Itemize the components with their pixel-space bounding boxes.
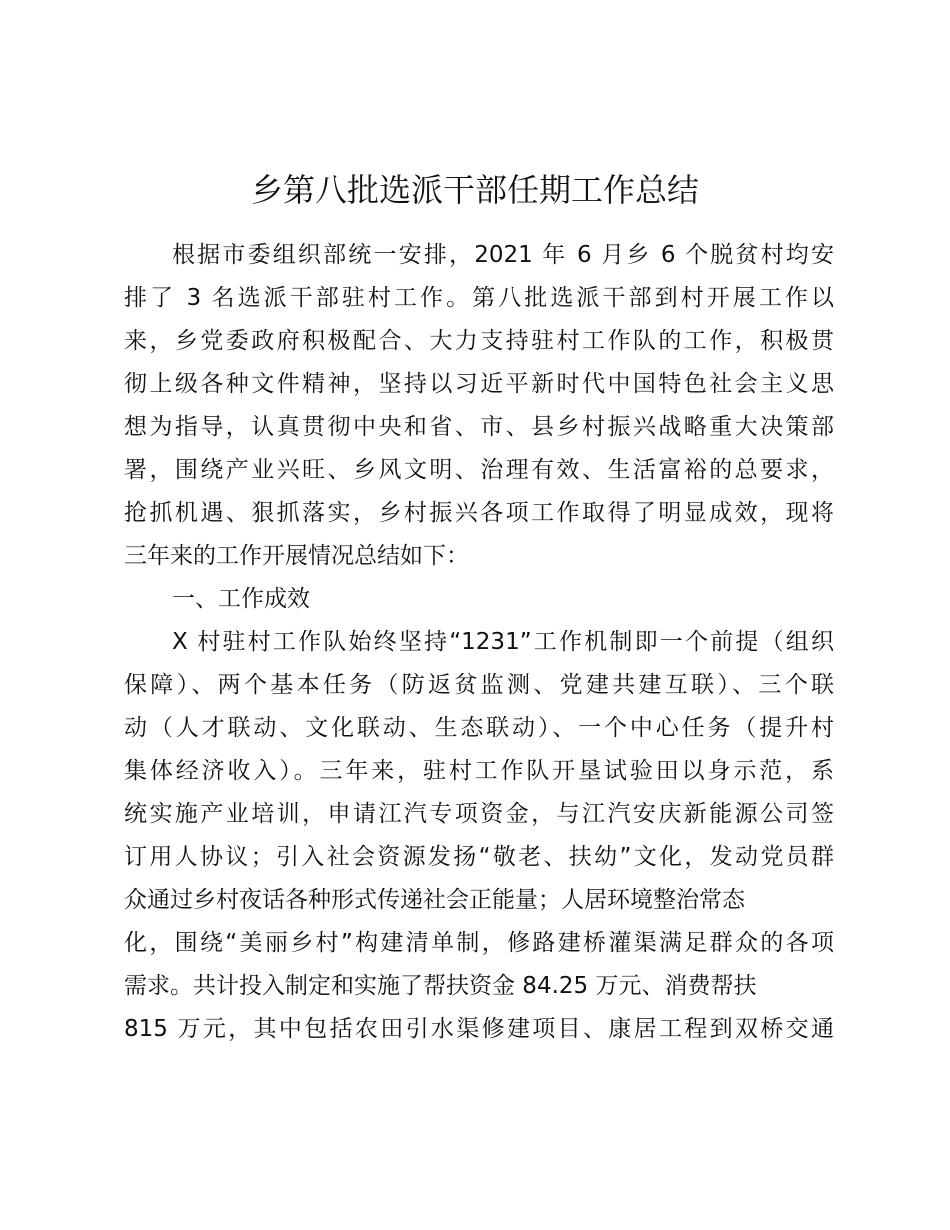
paragraph-line: 彻上级各种文件精神，坚持以习近平新时代中国特色社会主义思 [124,371,834,397]
paragraph-line: 想为指导，认真贯彻中央和省、市、县乡村振兴战略重大决策部 [124,414,834,440]
paragraph-line: 集体经济收入）。三年来，驻村工作队开垦试验田以身示范，系 [124,758,834,784]
section-heading: 一、工作成效 [172,586,310,612]
paragraph-line: 815 万元，其中包括农田引水渠修建项目、康居工程到双桥交通 [124,1016,834,1042]
paragraph-line: 需求。共计投入制定和实施了帮扶资金 84.25 万元、消费帮扶 [124,973,757,999]
paragraph-line: X 村驻村工作队始终坚持“1231”工作机制即一个前提（组织 [172,629,834,655]
paragraph-line: 统实施产业培训，申请江汽专项资金，与江汽安庆新能源公司签 [124,801,834,827]
paragraph-line: 排了 3 名选派干部驻村工作。第八批选派干部到村开展工作以 [124,285,834,311]
paragraph-line: 众通过乡村夜话各种形式传递社会正能量；人居环境整治常态 [124,887,745,913]
paragraph-line: 抢抓机遇、狠抓落实，乡村振兴各项工作取得了明显成效，现将 [124,500,834,526]
paragraph-line: 三年来的工作开展情况总结如下： [124,543,469,569]
paragraph-line: 保障）、两个基本任务（防返贫监测、党建共建互联）、三个联 [124,672,834,698]
document-title: 乡第八批选派干部任期工作总结 [250,171,699,209]
paragraph-line: 动（人才联动、文化联动、生态联动）、一个中心任务（提升村 [124,715,834,741]
paragraph-line: 化，围绕“美丽乡村”构建清单制，修路建桥灌渠满足群众的各项 [124,930,834,956]
paragraph-line: 根据市委组织部统一安排，2021 年 6 月乡 6 个脱贫村均安 [172,242,834,268]
paragraph-line: 署，围绕产业兴旺、乡风文明、治理有效、生活富裕的总要求， [124,457,834,483]
paragraph-line: 订用人协议；引入社会资源发扬“敬老、扶幼”文化，发动党员群 [124,844,834,870]
paragraph-line: 来，乡党委政府积极配合、大力支持驻村工作队的工作，积极贯 [124,328,834,354]
